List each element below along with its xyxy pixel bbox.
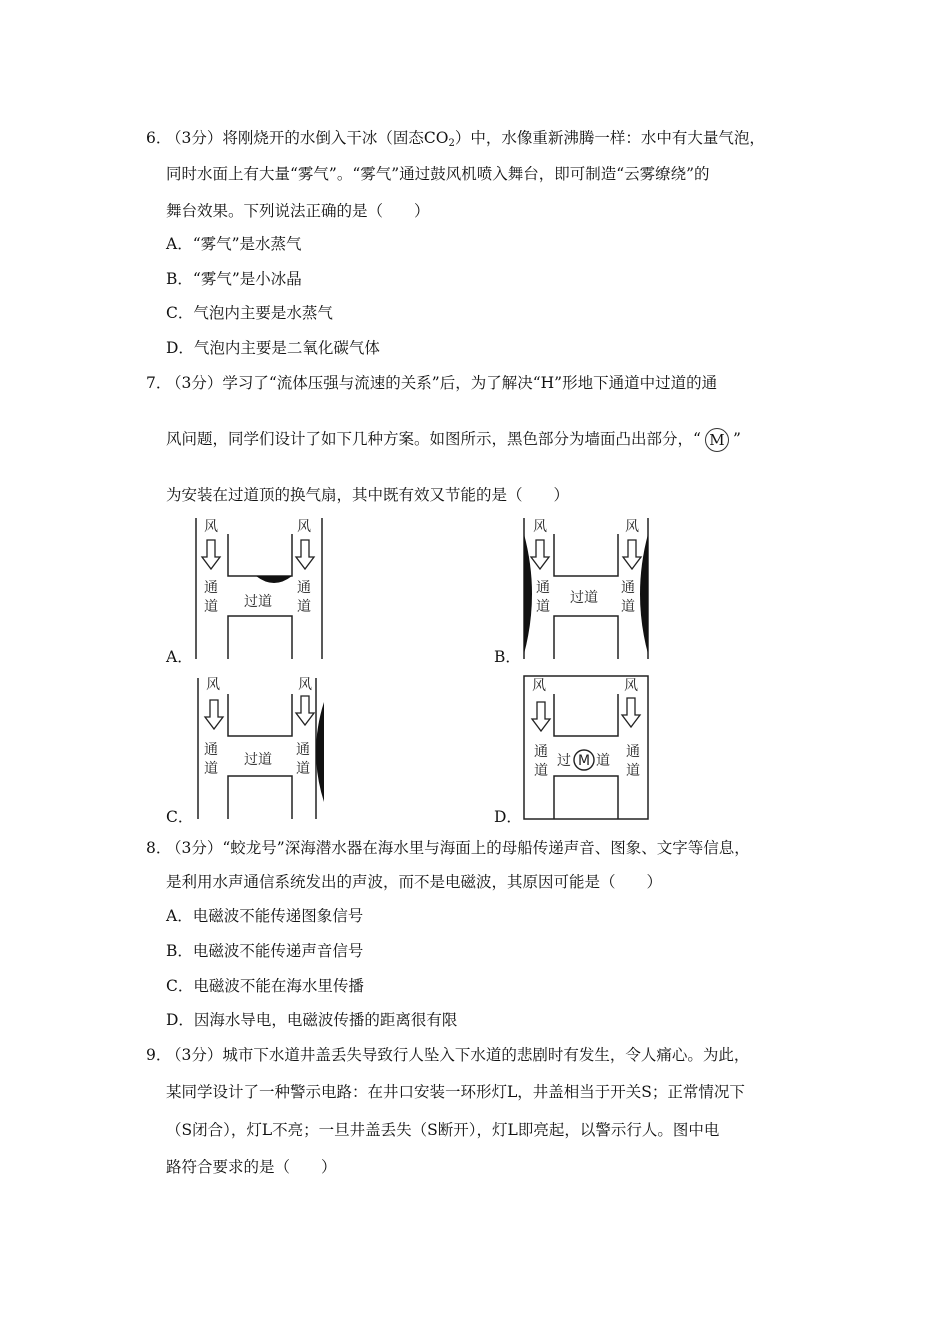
wind-label: 风 — [533, 519, 547, 535]
channel-label: 道 — [534, 763, 548, 779]
q6-stem-line1-part-b: ）中，水像重新沸腾一样：水中有大量气泡， — [454, 129, 765, 147]
wind-label: 风 — [624, 678, 638, 694]
channel-label: 道 — [297, 599, 311, 615]
q8-stem-line2: 是利用水声通信系统发出的声波，而不是电磁波，其原因可能是（ ） — [166, 873, 663, 891]
q8-option-d: D．因海水导电，电磁波传播的距离很有限 — [166, 1011, 458, 1029]
channel-label: 道 — [296, 761, 310, 777]
wind-label: 风 — [297, 519, 311, 535]
q6-stem-line2: 同时水面上有大量“雾气”。“雾气”通过鼓风机喷入舞台，即可制造“云雾缭绕”的 — [166, 165, 710, 183]
q9-stem-line2: 某同学设计了一种警示电路：在井口安装一环形灯L，井盖相当于开关S；正常情况下 — [166, 1083, 745, 1101]
q6-option-a: A．“雾气”是水蒸气 — [166, 235, 302, 253]
q7-stem-line3: 为安装在过道顶的换气扇，其中既有效又节能的是（ ） — [166, 486, 570, 504]
wind-label: 风 — [625, 519, 639, 535]
wind-label: 风 — [204, 519, 218, 535]
channel-label: 通 — [297, 580, 311, 596]
wind-arrow-icon — [532, 698, 640, 731]
q6-stem-line1-part-a: （3分）将刚烧开的水倒入干冰（固态CO — [166, 129, 449, 147]
q6-option-d: D．气泡内主要是二氧化碳气体 — [166, 339, 380, 357]
wind-arrow-icon — [202, 540, 314, 569]
channel-label: 通 — [621, 580, 635, 596]
q7-figure-label-a: A． — [166, 648, 193, 666]
q6-co2-subscript: 2 — [448, 138, 455, 149]
q9-stem-line4: 路符合要求的是（ ） — [166, 1158, 337, 1176]
motor-fan-icon: M — [705, 428, 729, 452]
q8-number: 8． — [146, 839, 172, 857]
q9-stem-line1: （3分）城市下水道井盖丢失导致行人坠入下水道的悲剧时有发生，令人痛心。为此， — [166, 1046, 750, 1064]
wind-arrow-icon — [205, 696, 314, 729]
wind-label: 风 — [532, 678, 546, 694]
channel-label: 道 — [626, 763, 640, 779]
channel-label: 通 — [296, 742, 310, 758]
q6-option-b: B．“雾气”是小冰晶 — [166, 270, 302, 288]
q7-diagram-a — [194, 514, 326, 660]
corridor-label-right: 道 — [596, 753, 610, 769]
q7-figure-label-c: C． — [166, 808, 194, 826]
q9-stem-line3: （S闭合），灯L不亮；一旦井盖丢失（S断开），灯L即亮起，以警示行人。图中电 — [166, 1121, 720, 1139]
q7-stem-line2-part-b: ” — [732, 430, 741, 448]
q6-option-c: C．气泡内主要是水蒸气 — [166, 304, 333, 322]
q8-stem-line1: （3分）“蛟龙号”深海潜水器在海水里与海面上的母船传递声音、图象、文字等信息， — [166, 839, 750, 857]
corridor-label: 过道 — [570, 590, 598, 606]
channel-label: 通 — [204, 742, 218, 758]
q7-stem-line2-part-a: 风问题，同学们设计了如下几种方案。如图所示，黑色部分为墙面凸出部分，“ — [166, 430, 701, 448]
q6-stem-line3: 舞台效果。下列说法正确的是（ ） — [166, 202, 430, 220]
wind-label: 风 — [206, 677, 220, 693]
wind-label: 风 — [298, 677, 312, 693]
channel-label: 通 — [534, 744, 548, 760]
channel-label: 通 — [204, 580, 218, 596]
q7-stem-line2 — [166, 428, 741, 452]
q9-number: 9． — [146, 1046, 172, 1064]
channel-label: 通 — [626, 744, 640, 760]
q7-stem-line1: （3分）学习了“流体压强与流速的关系”后，为了解决“H”形地下通道中过道的通 — [166, 374, 718, 392]
corridor-label: 过道 — [244, 752, 272, 768]
q8-option-c: C．电磁波不能在海水里传播 — [166, 977, 364, 995]
q6-stem-line1 — [166, 128, 765, 154]
corridor-label: 过道 — [244, 594, 272, 610]
q8-option-b: B．电磁波不能传递声音信号 — [166, 942, 364, 960]
channel-label: 道 — [204, 761, 218, 777]
q7-diagram-b — [520, 514, 652, 660]
q8-option-a: A．电磁波不能传递图象信号 — [166, 907, 364, 925]
wind-arrow-icon — [531, 540, 641, 569]
channel-label: 道 — [204, 599, 218, 615]
q7-diagram-c — [194, 672, 328, 820]
channel-label: 道 — [621, 599, 635, 615]
q6-number: 6． — [146, 129, 172, 147]
channel-label: 道 — [536, 599, 550, 615]
channel-label: 通 — [536, 580, 550, 596]
q7-figure-label-d: D． — [494, 808, 522, 826]
q7-figure-label-b: B． — [494, 648, 521, 666]
q7-number: 7． — [146, 374, 172, 392]
corridor-label-left: 过 — [557, 753, 571, 769]
motor-label: M — [578, 753, 591, 769]
q7-diagram-d — [522, 672, 652, 820]
